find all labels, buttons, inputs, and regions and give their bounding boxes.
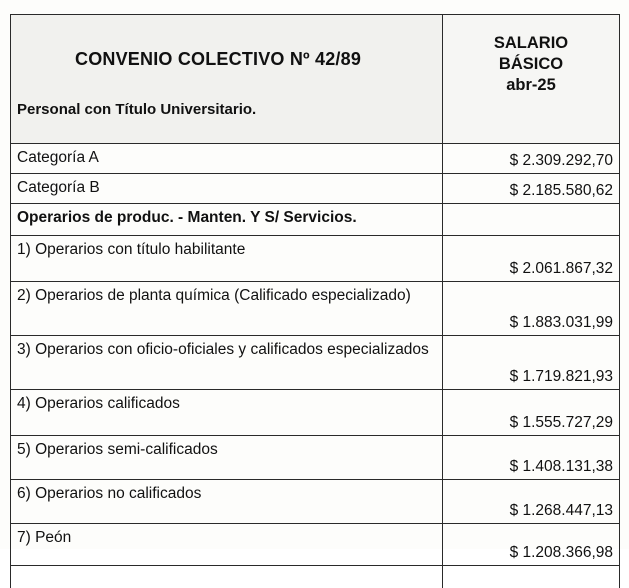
section-row (11, 204, 620, 236)
table-row (11, 524, 620, 566)
row-amount: $ 1.268.447,13 (510, 502, 613, 520)
row-label: 4) Operarios calificados (11, 390, 443, 436)
row-amount-cell (443, 524, 620, 566)
table-row (11, 480, 620, 524)
row-label: Categoría A (11, 144, 443, 174)
table-header-row (11, 15, 620, 144)
table-row (11, 144, 620, 174)
row-amount: $ 1.719.821,93 (510, 368, 613, 386)
row-label: 7) Peón (11, 524, 443, 566)
empty-cell (11, 566, 443, 588)
row-amount-cell (443, 204, 620, 236)
table-row (11, 174, 620, 204)
row-label: Categoría B (11, 174, 443, 204)
table-row (11, 282, 620, 336)
empty-row (11, 566, 620, 588)
row-amount-cell (443, 282, 620, 336)
row-amount-cell (443, 436, 620, 480)
row-amount-cell (443, 480, 620, 524)
salary-table (10, 14, 620, 588)
table-row (11, 390, 620, 436)
row-label: 6) Operarios no calificados (11, 480, 443, 524)
salary-header-line: SALARIO (443, 33, 619, 54)
row-label: 5) Operarios semi-calificados (11, 436, 443, 480)
row-amount-cell (443, 174, 620, 204)
row-label: 3) Operarios con oficio-oficiales y calificados especializados (11, 336, 443, 390)
convenio-title: CONVENIO COLECTIVO Nº 42/89 (75, 49, 361, 70)
row-amount: $ 1.555.727,29 (510, 414, 613, 432)
table-row (11, 336, 620, 390)
row-amount: $ 2.185.580,62 (510, 182, 613, 200)
row-amount: $ 2.309.292,70 (510, 152, 613, 170)
row-label: 1) Operarios con título habilitante (11, 236, 443, 282)
row-amount: $ 1.883.031,99 (510, 314, 613, 332)
row-amount: $ 1.208.366,98 (510, 544, 613, 562)
row-amount-cell (443, 390, 620, 436)
section-title-operarios: Operarios de produc. - Manten. Y S/ Servicios. (11, 204, 443, 236)
salary-header-cell (443, 15, 620, 144)
salary-period: abr-25 (443, 75, 619, 96)
row-amount: $ 2.061.867,32 (510, 260, 613, 278)
row-amount: $ 1.408.131,38 (510, 458, 613, 476)
row-amount-cell (443, 336, 620, 390)
header-title-cell (11, 15, 443, 144)
row-amount-cell (443, 144, 620, 174)
salary-header-line: BÁSICO (443, 54, 619, 75)
empty-cell (443, 566, 620, 588)
row-amount-cell (443, 236, 620, 282)
table-row (11, 436, 620, 480)
section-title-universitario: Personal con Título Universitario. (17, 101, 256, 118)
table-row (11, 236, 620, 282)
row-label: 2) Operarios de planta química (Calificado especializado) (11, 282, 443, 336)
